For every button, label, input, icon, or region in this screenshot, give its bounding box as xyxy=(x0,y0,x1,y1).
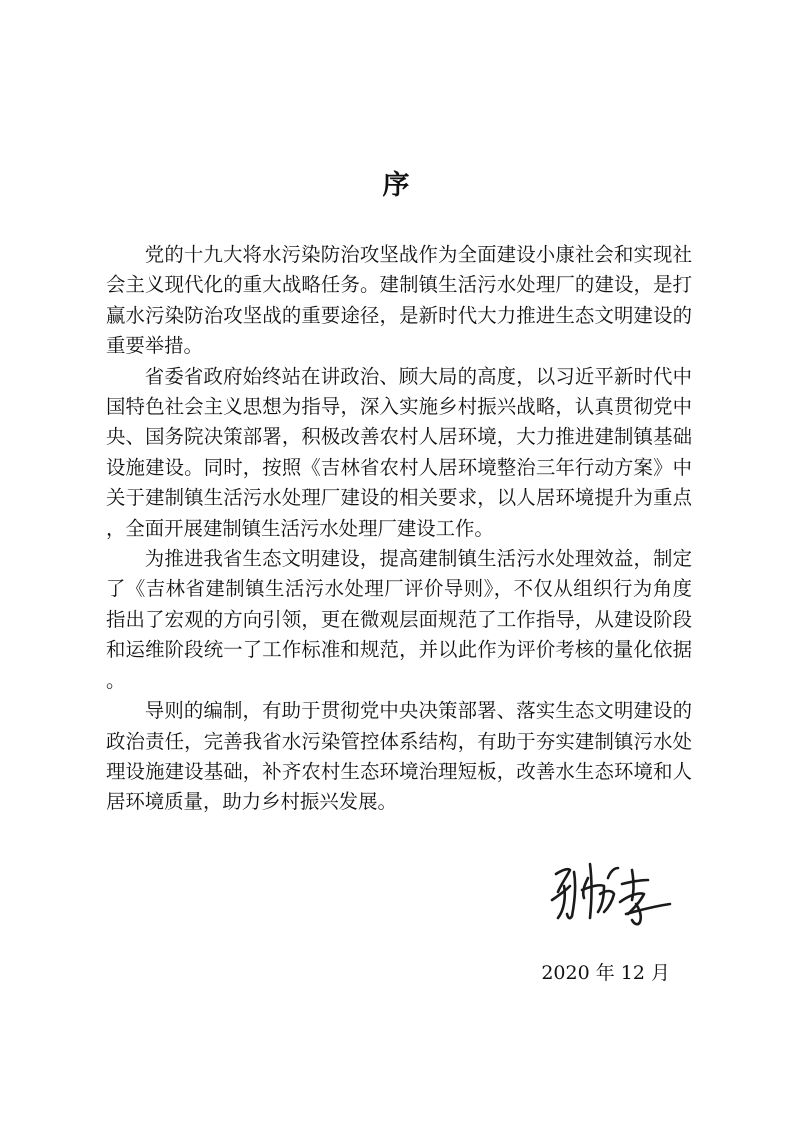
preface-body xyxy=(106,240,692,818)
paragraph-2: 省委省政府始终站在讲政治、顾大局的高度，以习近平新时代中国特色社会主义思想为指导，深入实施乡村振兴战略，认真贯彻党中央、国务院决策部署，积极改善农村人居环境，大力推进建制镇基础设施建设。同时，按照《吉林省农村人居环境整治三年行动方案》中关于建制镇生活污水处理厂建设的相关要求，以人居环境提升为重点，全面开展建制镇生活污水处理厂建设工作。 xyxy=(106,364,692,540)
paragraph-1: 党的十九大将水污染防治攻坚战作为全面建设小康社会和实现社会主义现代化的重大战略任务。建制镇生活污水处理厂的建设，是打赢水污染防治攻坚战的重要途径，是新时代大力推进生态文明建设的重要举措。 xyxy=(106,243,692,358)
paragraph-3: 为推进我省生态文明建设，提高建制镇生活污水处理效益，制定了《吉林省建制镇生活污水处理厂评价导则》，不仅从组织行为角度指出了宏观的方向引领，更在微观层面规范了工作指导，从建设阶段和运维阶段统一了工作标准和规范，并以此作为评价考核的量化依据。 xyxy=(106,547,692,692)
page-title: 序 xyxy=(382,170,412,201)
paragraph-4: 导则的编制，有助于贯彻党中央决策部署、落实生态文明建设的政治责任，完善我省水污染管控体系结构，有助于夯实建制镇污水处理设施建设基础，补齐农村生态环境治理短板，改善水生态环境和人居环境质量，助力乡村振兴发展。 xyxy=(106,699,692,814)
handwritten-signature xyxy=(548,856,673,936)
date-line: 2020 年 12 月 xyxy=(541,962,670,984)
